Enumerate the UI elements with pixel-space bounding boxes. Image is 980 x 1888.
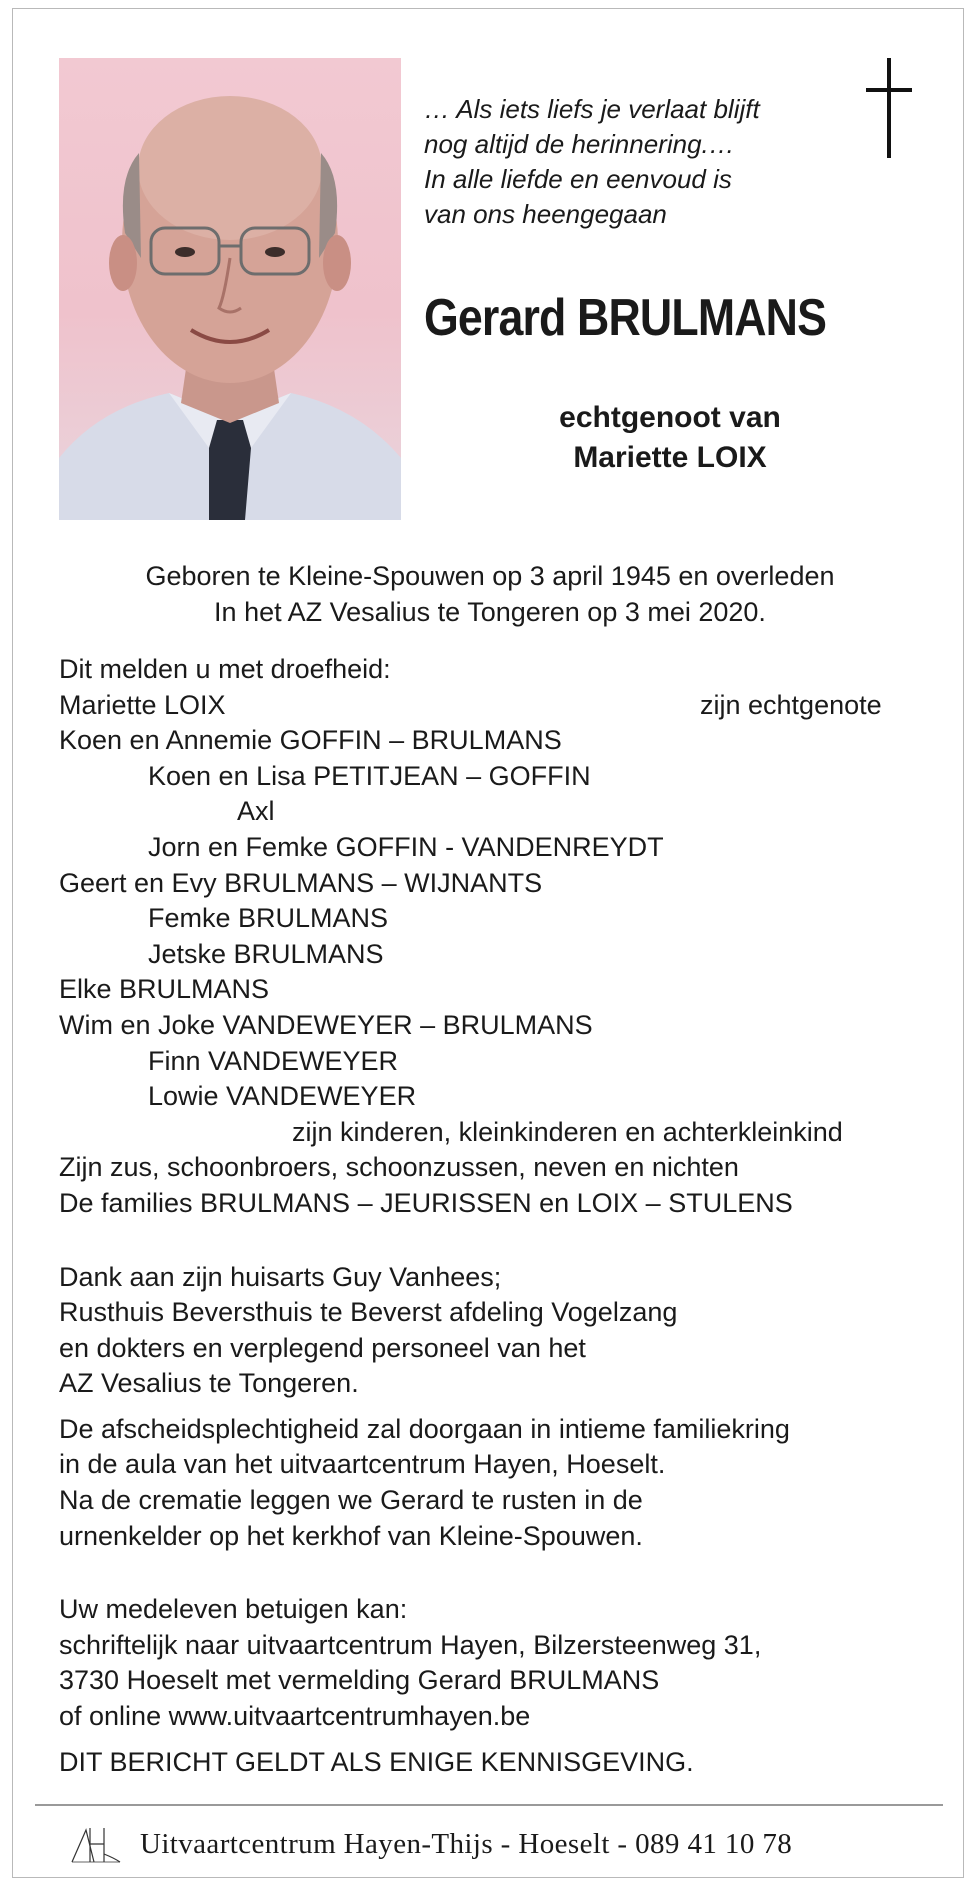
footer-company: Uitvaartcentrum Hayen-Thijs - Hoeselt - 089 41 10 78 — [140, 1828, 793, 1860]
poem-line: … Als iets liefs je verlaat blijft — [424, 94, 760, 124]
children-role-line: zijn kinderen, kleinkinderen en achterkleinkind — [292, 1116, 843, 1147]
family-member-line: Femke BRULMANS — [148, 903, 389, 934]
condolence-line: 3730 Hoeselt met vermelding Gerard BRULMANS — [59, 1665, 660, 1696]
footer — [70, 1822, 950, 1868]
cross-icon — [866, 58, 912, 158]
relation-label: echtgenoot van — [559, 401, 781, 434]
poem-line: In alle liefde en eenvoud is — [424, 164, 732, 194]
thanks-line: en dokters en verplegend personeel van het — [59, 1332, 586, 1363]
birth-line: Geboren te Kleine-Spouwen op 3 april 1945 en overleden — [145, 561, 835, 591]
family-member-line: Koen en Annemie GOFFIN – BRULMANS — [59, 725, 562, 756]
spouse-name: Mariette LOIX — [573, 441, 767, 474]
ceremony-line: Na de crematie leggen we Gerard te rusten in de — [59, 1485, 643, 1516]
family-member-line: Jetske BRULMANS — [148, 938, 384, 969]
funeral-home-logo-icon — [70, 1824, 122, 1864]
spacer — [59, 1402, 939, 1412]
thanks-line: AZ Vesalius te Tongeren. — [59, 1368, 359, 1399]
family-member-line: Axl — [237, 796, 275, 827]
family-member-line: Geert en Evy BRULMANS – WIJNANTS — [59, 867, 543, 898]
condolence-line: schriftelijk naar uitvaartcentrum Hayen, Bilzersteenweg 31, — [59, 1629, 762, 1660]
family-member-line: Wim en Joke VANDEWEYER – BRULMANS — [59, 1009, 593, 1040]
deceased-name: Gerard BRULMANS — [424, 289, 827, 347]
announcement-body — [59, 652, 939, 1780]
spacer — [59, 1222, 939, 1260]
poem-line: nog altijd de herinnering.… — [424, 129, 735, 159]
family-member-line: Jorn en Femke GOFFIN - VANDENREYDT — [148, 831, 664, 862]
family-member-line: Koen en Lisa PETITJEAN – GOFFIN — [148, 760, 591, 791]
birth-death-info — [40, 558, 940, 630]
thanks-line: Rusthuis Beversthuis te Beverst afdeling Vogelzang — [59, 1297, 678, 1328]
spouse-line-role: zijn echtgenote — [700, 689, 882, 720]
spouse-line-name: Mariette LOIX — [59, 689, 226, 720]
ceremony-line: in de aula van het uitvaartcentrum Hayen, Hoeselt. — [59, 1449, 666, 1480]
spacer — [59, 1735, 939, 1745]
relatives-line: Zijn zus, schoonbroers, schoonzussen, neven en nichten — [59, 1152, 739, 1183]
families-line: De families BRULMANS – JEURISSEN en LOIX – STULENS — [59, 1187, 793, 1218]
thanks-line: Dank aan zijn huisarts Guy Vanhees; — [59, 1261, 502, 1292]
condolence-line: of online www.uitvaartcentrumhayen.be — [59, 1701, 531, 1732]
family-member-line: Elke BRULMANS — [59, 974, 270, 1005]
portrait-photo — [59, 58, 401, 520]
spouse-line — [59, 688, 939, 724]
ceremony-line: urnenkelder op het kerkhof van Kleine-Spouwen. — [59, 1520, 643, 1551]
family-member-line: Finn VANDEWEYER — [148, 1045, 399, 1076]
spacer — [59, 1554, 939, 1592]
death-line: In het AZ Vesalius te Tongeren op 3 mei 2020. — [214, 597, 766, 627]
footer-divider — [35, 1804, 943, 1806]
poem — [424, 92, 760, 232]
intro-line: Dit melden u met droefheid: — [59, 654, 391, 684]
ceremony-line: De afscheidsplechtigheid zal doorgaan in intieme familiekring — [59, 1413, 790, 1444]
condolence-line: Uw medeleven betuigen kan: — [59, 1594, 408, 1625]
family-member-line: Lowie VANDEWEYER — [148, 1081, 417, 1112]
spouse-block — [470, 398, 870, 478]
notice-line: DIT BERICHT GELDT ALS ENIGE KENNISGEVING. — [59, 1746, 694, 1777]
family-list — [59, 723, 939, 1115]
poem-line: van ons heengegaan — [424, 199, 667, 229]
